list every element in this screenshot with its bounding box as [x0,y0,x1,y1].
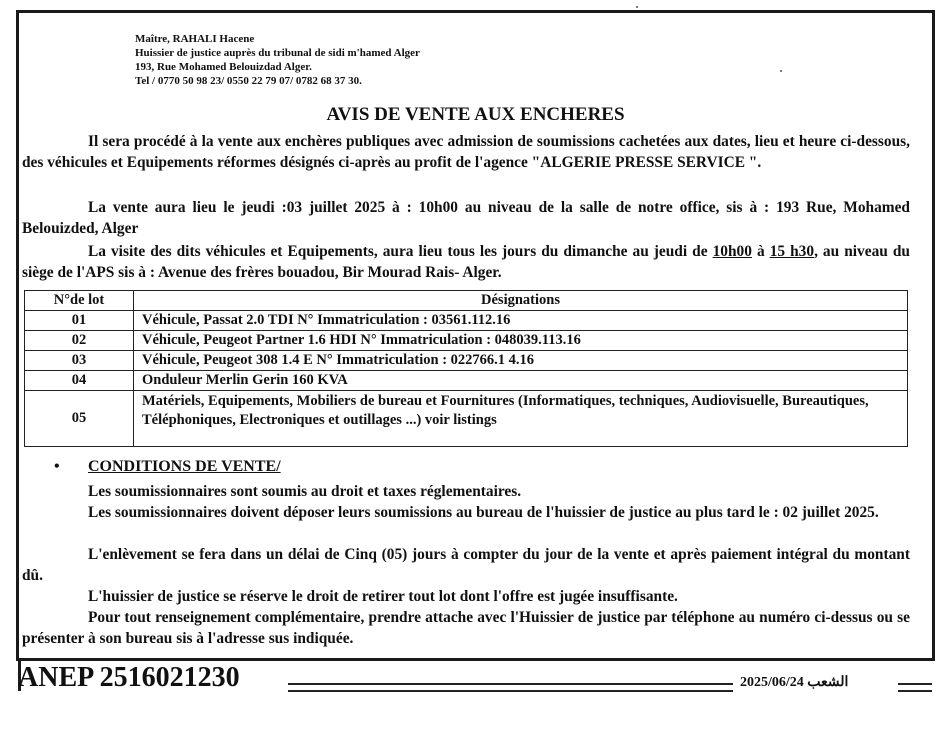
intro-text-3b: à [751,243,770,260]
publication-date: 2025/06/24 الشعب [740,675,849,690]
condition-2 [22,502,910,523]
bailiff-address: 193, Rue Mohamed Belouizdad Alger. [135,61,312,73]
visit-end-time: 15 h30 [769,243,815,260]
bullet-icon: • [54,458,60,475]
intro-paragraph-3 [22,241,910,283]
condition-3 [22,544,910,586]
notice-title: AVIS DE VENTE AUX ENCHERES [326,104,625,125]
lots-table [24,290,908,447]
intro-text-1: Il sera procédé à la vente aux enchères publiques avec admission de soumissions cachetées aux dates, lieu et heure ci-dessous, des véhicules et Equipements réformes désignés ci-après au profit de l'agence "ALGERIE PRESSE SERVICE ". [22,133,910,171]
lot-number: 03 [25,351,134,371]
table-row [25,351,908,371]
condition-4 [22,586,910,607]
column-header-lot: N°de lot [25,291,134,311]
footer-rule [288,683,733,692]
intro-paragraph-2 [22,197,910,239]
lot-designation: Matériels, Equipements, Mobiliers de bureau et Fournitures (Informatiques, techniques, Audiovisuelle, Bureautiques, Téléphoniques, Electroniques et outillages ...) voir listings [134,391,908,447]
lot-number: 04 [25,371,134,391]
condition-text-4: L'huissier de justice se réserve le droit de retirer tout lot dont l'offre est jugée insuffisante. [88,588,678,605]
condition-text-2: Les soumissionnaires doivent déposer leurs soumissions au bureau de l'huissier de justice au plus tard le : 02 juillet 2025. [88,504,879,521]
lot-number: 01 [25,311,134,331]
intro-text-3a: La visite des dits véhicules et Equipements, aura lieu tous les jours du dimanche au jeudi de [88,243,713,260]
scan-speck [780,70,782,72]
condition-5 [22,607,910,649]
scan-speck [636,6,638,8]
intro-text-2: La vente aura lieu le jeudi :03 juillet 2025 à : 10h00 au niveau de la salle de notre office, sis à : 193 Rue, Mohamed Belouizded, Alger [22,199,910,237]
lot-designation: Onduleur Merlin Gerin 160 KVA [134,371,908,391]
intro-text-3c: , au niveau du siège de l'APS sis à : Avenue des frères bouadou, Bir Mourad Rais- Alger. [22,243,910,281]
table-row [25,391,908,447]
lot-designation: Véhicule, Passat 2.0 TDI N° Immatriculation : 03561.112.16 [134,311,908,331]
intro-paragraph-1 [22,131,910,173]
condition-text-3: L'enlèvement se fera dans un délai de Cinq (05) jours à compter du jour de la vente et après paiement intégral du montant dû. [22,546,910,584]
anep-reference: ANEP 2516021230 [18,662,240,693]
bailiff-court: Huissier de justice auprès du tribunal de sidi m'hamed Alger [135,47,420,59]
table-row [25,311,908,331]
condition-1 [22,481,910,502]
bailiff-phone: Tel / 0770 50 98 23/ 0550 22 79 07/ 0782 68 37 30. [135,75,362,87]
table-row [25,331,908,351]
table-header-row [25,291,908,311]
condition-text-5: Pour tout renseignement complémentaire, prendre attache avec l'Huissier de justice par téléphone au numéro ci-dessus ou se présenter à son bureau sis à l'adresse sus indiquée. [22,609,910,647]
bailiff-header [135,32,420,88]
conditions-title: CONDITIONS DE VENTE/ [88,458,281,475]
footer-rule-end [898,683,932,692]
table-row [25,371,908,391]
lot-designation: Véhicule, Peugeot 308 1.4 E N° Immatriculation : 022766.1 4.16 [134,351,908,371]
lot-designation: Véhicule, Peugeot Partner 1.6 HDI N° Immatriculation : 048039.113.16 [134,331,908,351]
conditions-heading [54,458,281,476]
column-header-designation: Désignations [134,291,908,311]
lot-number: 02 [25,331,134,351]
bailiff-name: Maître, RAHALI Hacene [135,33,255,45]
visit-start-time: 10h00 [712,243,752,260]
condition-text-1: Les soumissionnaires sont soumis au droit et taxes réglementaires. [88,483,522,500]
lot-number: 05 [25,391,134,447]
